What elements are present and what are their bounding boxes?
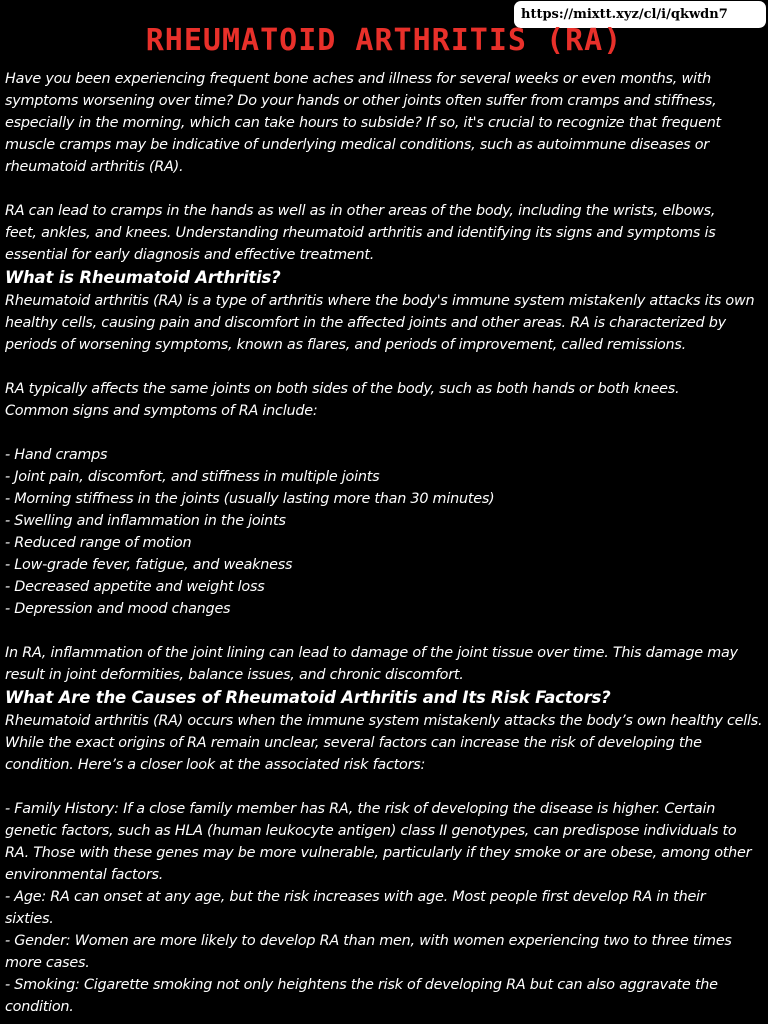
list-item: - Depression and mood changes [5, 601, 231, 617]
list-item: - Morning stiffness in the joints (usually lasting more than 30 minutes) [5, 491, 495, 507]
text-line: especially in the morning, which can take hours to subside? If so, it's crucial to recognize that frequent [5, 115, 721, 131]
text-line: Have you been experiencing frequent bone aches and illness for several weeks or even months, with [5, 71, 711, 87]
list-item: - Hand cramps [5, 447, 108, 463]
text-line: genetic factors, such as HLA (human leukocyte antigen) class II genotypes, can predispose individuals to [5, 823, 737, 839]
text-line: Rheumatoid arthritis (RA) occurs when the immune system mistakenly attacks the body’s own healthy cells. [5, 713, 763, 729]
text-line: In RA, inflammation of the joint lining can lead to damage of the joint tissue over time. This damage may [5, 645, 738, 661]
text-line: RA typically affects the same joints on both sides of the body, such as both hands or both knees. [5, 381, 680, 397]
risk-factors-list [5, 798, 765, 1018]
paragraph-gap [5, 620, 765, 642]
text-line: RA. Those with these genes may be more vulnerable, particularly if they smoke or are obese, among other [5, 845, 752, 861]
section-heading-causes: What Are the Causes of Rheumatoid Arthritis and Its Risk Factors? [5, 688, 611, 707]
list-item: - Joint pain, discomfort, and stiffness in multiple joints [5, 469, 380, 485]
list-item: - Swelling and inflammation in the joints [5, 513, 286, 529]
page-title: RHEUMATOID ARTHRITIS (RA) [145, 23, 623, 58]
list-item: - Smoking: Cigarette smoking not only heightens the risk of developing RA but can also aggravate the [5, 977, 718, 993]
section1-paragraph-1 [5, 290, 765, 356]
paragraph-gap [5, 356, 765, 378]
list-item: - Low-grade fever, fatigue, and weakness [5, 557, 293, 573]
text-line: essential for early diagnosis and effective treatment. [5, 247, 375, 263]
text-line: sixties. [5, 911, 54, 927]
symptoms-list [5, 444, 765, 620]
text-line: healthy cells, causing pain and discomfort in the affected joints and other areas. RA is characterized by [5, 315, 726, 331]
section2-paragraph-1 [5, 710, 765, 776]
text-line: rheumatoid arthritis (RA). [5, 159, 184, 175]
text-line: Rheumatoid arthritis (RA) is a type of arthritis where the body's immune system mistakenly attacks its own [5, 293, 755, 309]
paragraph-gap [5, 422, 765, 444]
text-line: condition. Here’s a closer look at the associated risk factors: [5, 757, 426, 773]
text-line: result in joint deformities, balance issues, and chronic discomfort. [5, 667, 464, 683]
section1-paragraph-2 [5, 378, 765, 422]
text-line: While the exact origins of RA remain unclear, several factors can increase the risk of developing the [5, 735, 702, 751]
text-line: more cases. [5, 955, 90, 971]
list-item: - Reduced range of motion [5, 535, 192, 551]
text-line: environmental factors. [5, 867, 164, 883]
section1-paragraph-3 [5, 642, 765, 686]
list-item: - Age: RA can onset at any age, but the risk increases with age. Most people first develop RA in their [5, 889, 706, 905]
url-badge[interactable]: https://mixtt.xyz/cl/i/qkwdn7 [514, 1, 766, 28]
list-item: - Family History: If a close family member has RA, the risk of developing the disease is higher. Certain [5, 801, 716, 817]
text-line: condition. [5, 999, 74, 1015]
paragraph-gap [5, 776, 765, 798]
text-line: symptoms worsening over time? Do your hands or other joints often suffer from cramps and stiffness, [5, 93, 717, 109]
article-body [5, 68, 765, 1018]
intro-paragraph-2 [5, 200, 765, 266]
text-line: Common signs and symptoms of RA include: [5, 403, 318, 419]
list-item: - Decreased appetite and weight loss [5, 579, 265, 595]
text-line: muscle cramps may be indicative of underlying medical conditions, such as autoimmune diseases or [5, 137, 709, 153]
text-line: RA can lead to cramps in the hands as well as in other areas of the body, including the wrists, elbows, [5, 203, 716, 219]
list-item: - Gender: Women are more likely to develop RA than men, with women experiencing two to three times [5, 933, 732, 949]
text-line: feet, ankles, and knees. Understanding rheumatoid arthritis and identifying its signs and symptoms is [5, 225, 716, 241]
paragraph-gap [5, 178, 765, 200]
section-heading-what-is-ra: What is Rheumatoid Arthritis? [5, 268, 281, 287]
intro-paragraph-1 [5, 68, 765, 178]
text-line: periods of worsening symptoms, known as flares, and periods of improvement, called remissions. [5, 337, 686, 353]
